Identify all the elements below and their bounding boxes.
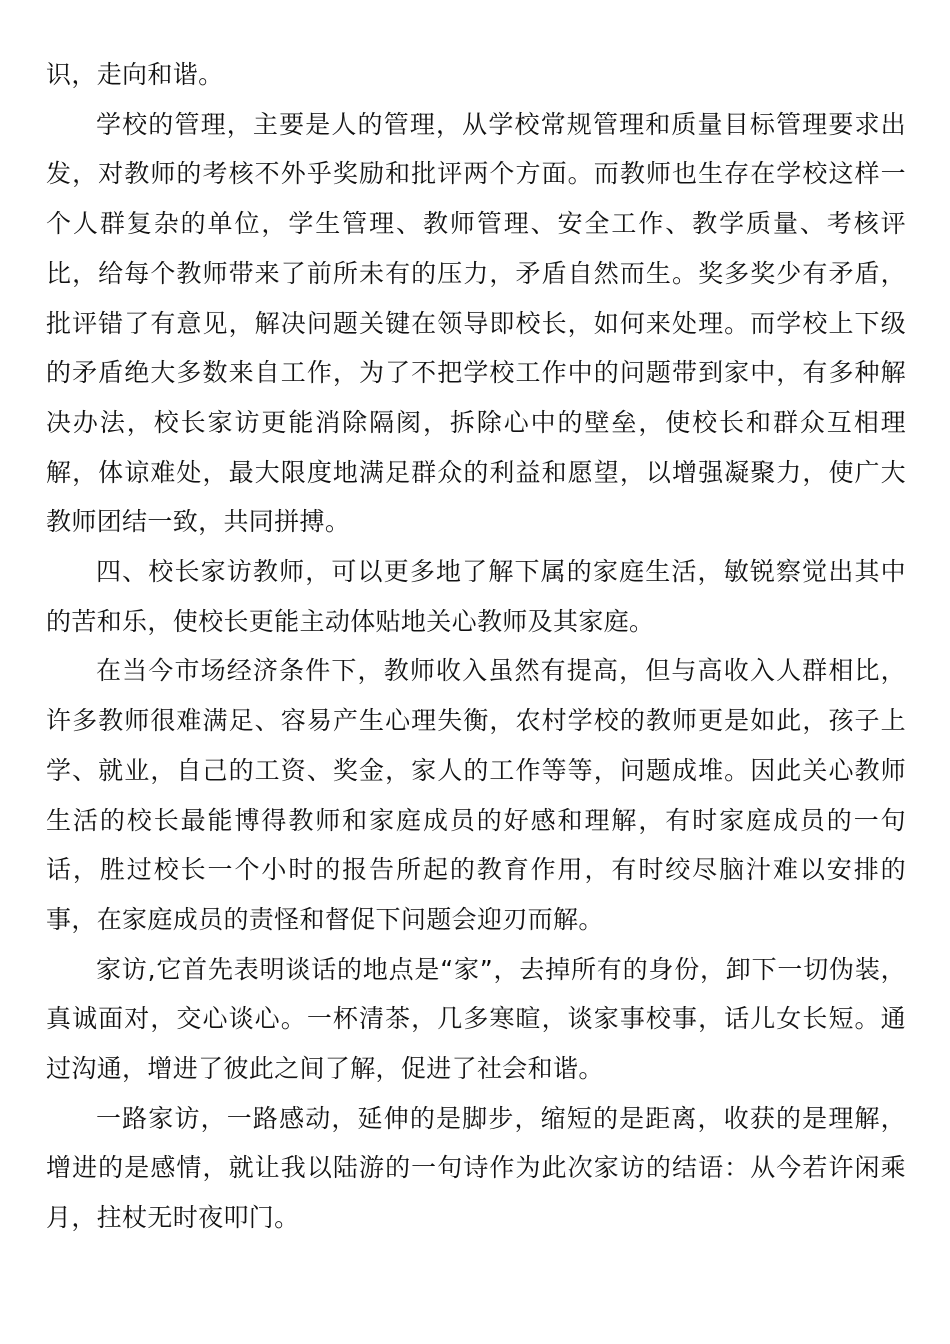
paragraph-market-economy: 在当今市场经济条件下，教师收入虽然有提高，但与高收入人群相比，许多教师很难满足、容易产生心理失衡，农村学校的教师更是如此，孩子上学、就业，自己的工资、奖金，家人的工作等等，问题成堆。因此关心教师生活的校长最能博得教师和家庭成员的好感和理解，有时家庭成员的一句话，胜过校长一个小时的报告所起的教育作用，有时绞尽脑汁难以安排的事，在家庭成员的责怪和督促下问题会迎刃而解。: [46, 656, 906, 934]
paragraph-conclusion: 一路家访，一路感动，延伸的是脚步，缩短的是距离，收获的是理解，增进的是感情，就让我以陆游的一句诗作为此次家访的结语：从今若许闲乘月，拄杖无时夜叩门。: [46, 1103, 906, 1233]
paragraph-continuation: 识，走向和谐。: [46, 60, 224, 89]
paragraph-point-four: 四、校长家访教师，可以更多地了解下属的家庭生活，敏锐察觉出其中的苦和乐，使校长更能主动体贴地关心教师及其家庭。: [46, 557, 906, 636]
paragraph-school-management: 学校的管理，主要是人的管理，从学校常规管理和质量目标管理要求出发，对教师的考核不外乎奖励和批评两个方面。而教师也生存在学校这样一个人群复杂的单位，学生管理、教师管理、安全工作、教学质量、考核评比，给每个教师带来了前所未有的压力，矛盾自然而生。奖多奖少有矛盾，批评错了有意见，解决问题关键在领导即校长，如何来处理。而学校上下级的矛盾绝大多数来自工作，为了不把学校工作中的问题带到家中，有多种解决办法，校长家访更能消除隔阂，拆除心中的壁垒，使校长和群众互相理解，体谅难处，最大限度地满足群众的利益和愿望，以增强凝聚力，使广大教师团结一致，共同拼搏。: [46, 109, 906, 537]
document-body: [46, 50, 906, 1243]
paragraph-home-visit: 家访,它首先表明谈话的地点是“家”，去掉所有的身份，卸下一切伪装，真诚面对，交心谈心。一杯清茶，几多寒暄，谈家事校事，话儿女长短。通过沟通，增进了彼此之间了解，促进了社会和谐。: [46, 954, 906, 1084]
